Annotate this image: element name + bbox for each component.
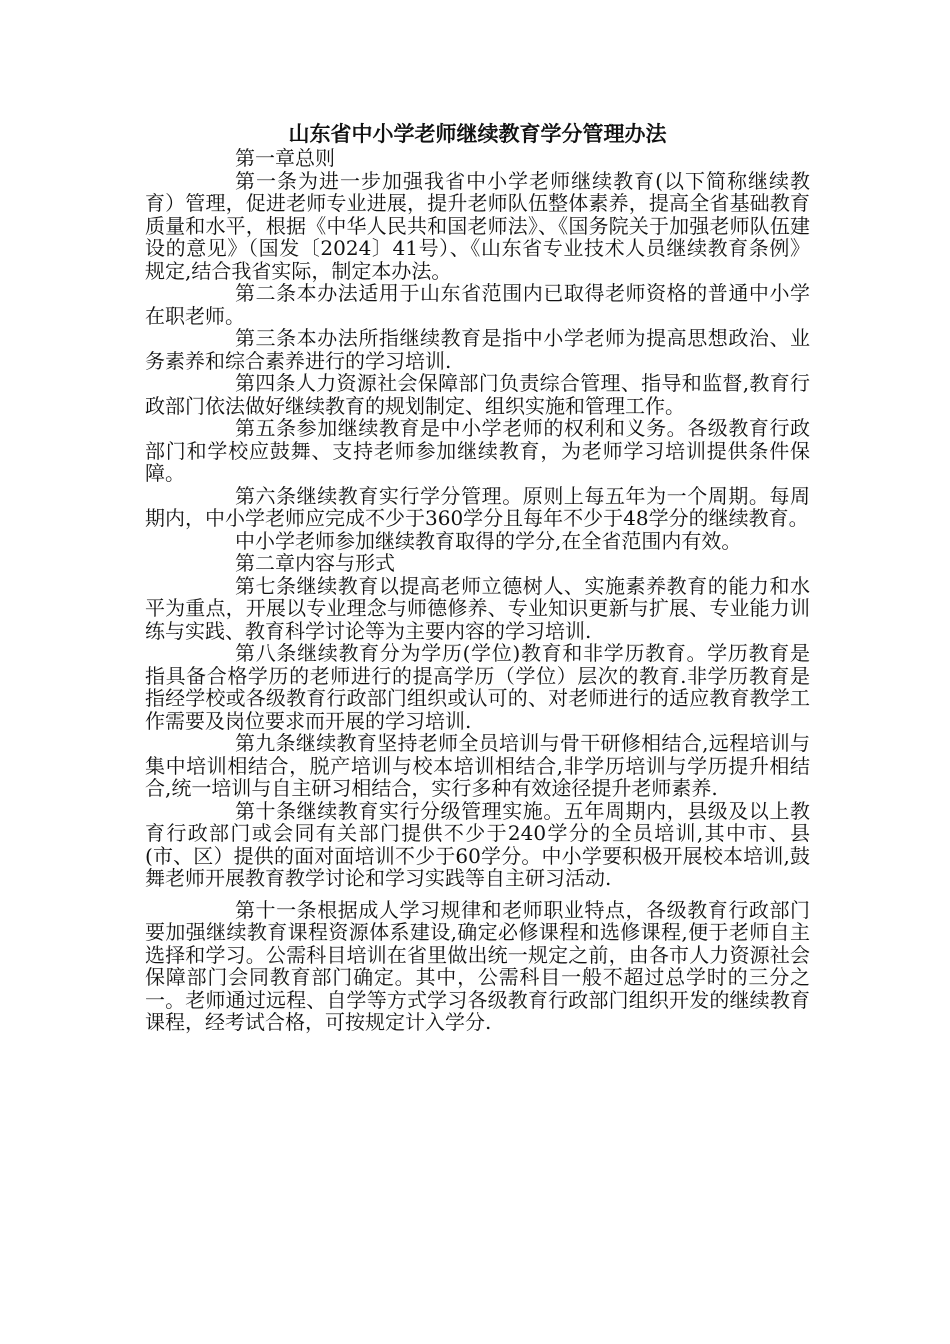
chapter-2-heading: 第二章内容与形式 <box>235 551 395 575</box>
article-4: 第四条人力资源社会保障部门负责综合管理、指导和监督,教育行政部门依法做好继续教育的规划制定、组织实施和管理工作。 <box>145 371 810 418</box>
article-11: 第十一条根据成人学习规律和老师职业特点，各级教育行政部门要加强继续教育课程资源体系建设,确定必修课程和选修课程,便于老师自主选择和学习。公需科目培训在省里做出统一规定之前，由各市人力资源社会保障部门会同教育部门确定。其中，公需科目一般不超过总学时的三分之一。老师通过远程、自学等方式学习各级教育行政部门组织开发的继续教育课程，经考试合格，可按规定计入学分. <box>145 897 810 1034</box>
article-1: 第一条为进一步加强我省中小学老师继续教育(以下简称继续教育）管理，促进老师专业进展，提升老师队伍整体素养，提高全省基础教育质量和水平，根据《中华人民共和国老师法》、《国务院关于加强老师队伍建设的意见》（国发〔2024〕41号）、《山东省专业技术人员继续教育条例》规定,结合我省实际，制定本办法。 <box>145 168 810 283</box>
article-6-note: 中小学老师参加继续教育取得的学分,在全省范围内有效。 <box>235 528 742 553</box>
article-7: 第七条继续教育以提高老师立德树人、实施素养教育的能力和水平为重点，开展以专业理念与师德修养、专业知识更新与扩展、专业能力训练与实践、教育科学讨论等为主要内容的学习培训. <box>145 573 810 643</box>
document-title: 山东省中小学老师继续教育学分管理办法 <box>288 121 667 146</box>
article-9: 第九条继续教育坚持老师全员培训与骨干研修相结合,远程培训与集中培训相结合，脱产培训与校本培训相结合,非学历培训与学历提升相结合,统一培训与自主研习相结合，实行多种有效途径提升老师素养. <box>145 731 810 800</box>
article-6: 第六条继续教育实行学分管理。原则上每五年为一个周期。每周期内，中小学老师应完成不少于360学分且每年不少于48学分的继续教育。 <box>145 483 810 530</box>
article-2: 第二条本办法适用于山东省范围内已取得老师资格的普通中小学在职老师。 <box>145 281 810 328</box>
article-3: 第三条本办法所指继续教育是指中小学老师为提高思想政治、业务素养和综合素养进行的学习培训. <box>145 326 810 373</box>
chapter-1-heading: 第一章总则 <box>235 146 335 170</box>
article-8: 第八条继续教育分为学历(学位)教育和非学历教育。学历教育是指具备合格学历的老师进行的提高学历（学位）层次的教育.非学历教育是指经学校或各级教育行政部门组织或认可的、对老师进行的适应教育教学工作需要及岗位要求而开展的学习培训. <box>145 641 810 733</box>
article-5: 第五条参加继续教育是中小学老师的权利和义务。各级教育行政部门和学校应鼓舞、支持老师参加继续教育，为老师学习培训提供条件保障。 <box>145 416 810 485</box>
document-page <box>145 120 810 1034</box>
article-10: 第十条继续教育实行分级管理实施。五年周期内，县级及以上教育行政部门或会同有关部门提供不少于240学分的全员培训,其中市、县(市、区）提供的面对面培训不少于60学分。中小学要积极开展校本培训,鼓舞老师开展教育教学讨论和学习实践等自主研习活动. <box>145 798 810 890</box>
